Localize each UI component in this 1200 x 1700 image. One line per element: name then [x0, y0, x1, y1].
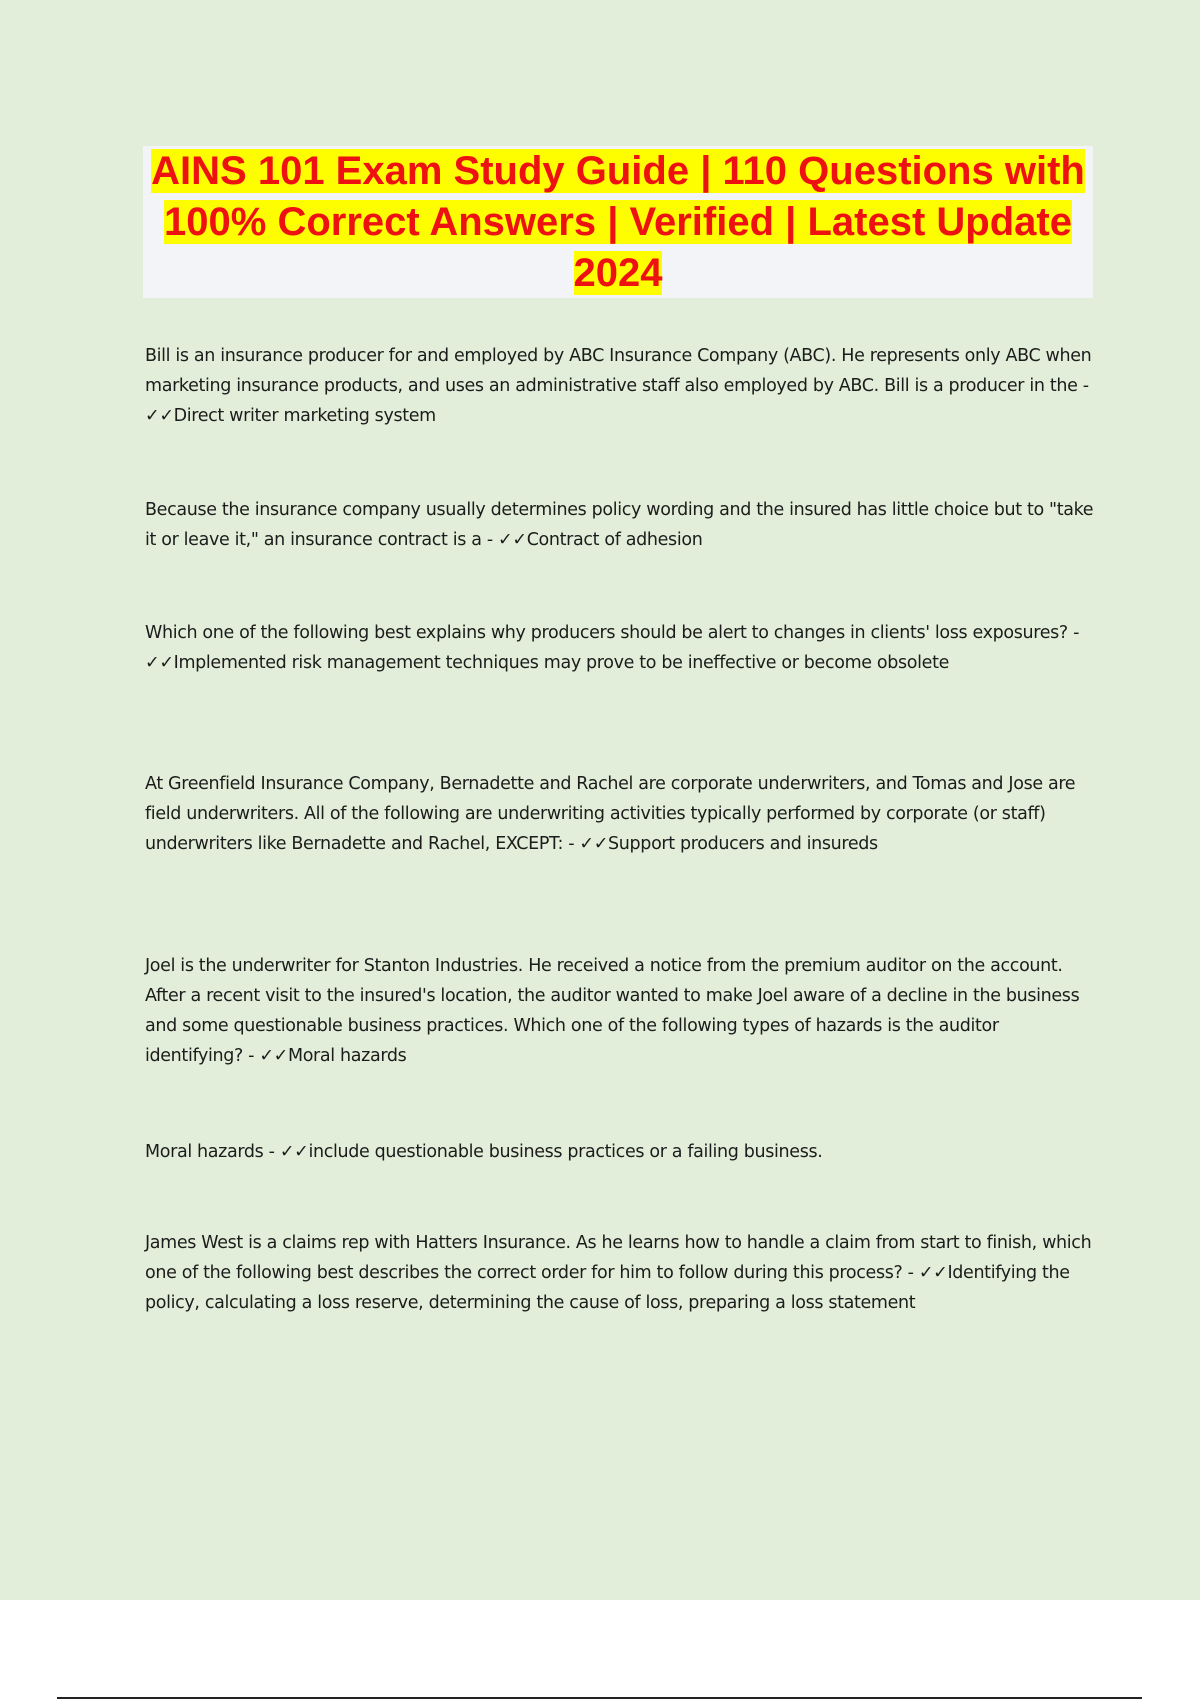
qa-item [145, 341, 1095, 431]
answer-text: Contract of adhesion [526, 530, 703, 550]
check-icon: ✓✓ [145, 653, 174, 673]
answer-text: Support producers and insureds [608, 834, 878, 854]
check-icon: ✓✓ [279, 1142, 309, 1162]
question-text: Moral hazards - [145, 1142, 280, 1162]
page-bottom-rule [57, 1697, 1142, 1699]
answer-text: Implemented risk management techniques may prove to be ineffective or become obsolete [173, 653, 949, 673]
question-text: Bill is an insurance producer for and employed by ABC Insurance Company (ABC). He represents only ABC when marketing insurance products, and uses an administrative staff also employed by ABC. Bill is a producer in the - [145, 346, 1092, 396]
qa-item [145, 495, 1095, 555]
qa-item [145, 951, 1095, 1071]
check-icon: ✓✓ [579, 834, 609, 854]
question-text: Which one of the following best explains why producers should be alert to changes in clients' loss exposures? - [145, 623, 1080, 643]
qa-item [145, 769, 1095, 859]
check-icon: ✓✓ [918, 1263, 948, 1283]
answer-text: Direct writer marketing system [173, 406, 436, 426]
qa-item [145, 618, 1095, 678]
qa-item [145, 1137, 1095, 1167]
answer-text: Identifying the policy, calculating a loss reserve, determining the cause of loss, preparing a loss statement [145, 1263, 1070, 1313]
answer-text: Moral hazards [287, 1046, 407, 1066]
question-text: Because the insurance company usually determines policy wording and the insured has little choice but to "take it or leave it," an insurance contract is a - [145, 500, 1094, 550]
answer-text: include questionable business practices or a failing business. [308, 1142, 823, 1162]
document-title: AINS 101 Exam Study Guide | 110 Questions with 100% Correct Answers | Verified | Latest Update 2024 [151, 149, 1085, 295]
question-text: Joel is the underwriter for Stanton Industries. He received a notice from the premium auditor on the account. After a recent visit to the insured's location, the auditor wanted to make Joel aware of a decline in the business and some questionable business practices. Which one of the following types of hazards is the auditor identifying? - [145, 956, 1080, 1066]
title-box [143, 146, 1093, 298]
check-icon: ✓✓ [259, 1046, 288, 1066]
check-icon: ✓✓ [498, 530, 527, 550]
check-icon: ✓✓ [145, 406, 174, 426]
qa-item [145, 1228, 1095, 1318]
question-text: James West is a claims rep with Hatters Insurance. As he learns how to handle a claim from start to finish, which one of the following best describes the correct order for him to follow during this process? - [145, 1233, 1092, 1283]
question-text: At Greenfield Insurance Company, Bernadette and Rachel are corporate underwriters, and Tomas and Jose are field underwriters. All of the following are underwriting activities typically performed by corporate (or staff) underwriters like Bernadette and Rachel, EXCEPT: - [145, 774, 1076, 854]
